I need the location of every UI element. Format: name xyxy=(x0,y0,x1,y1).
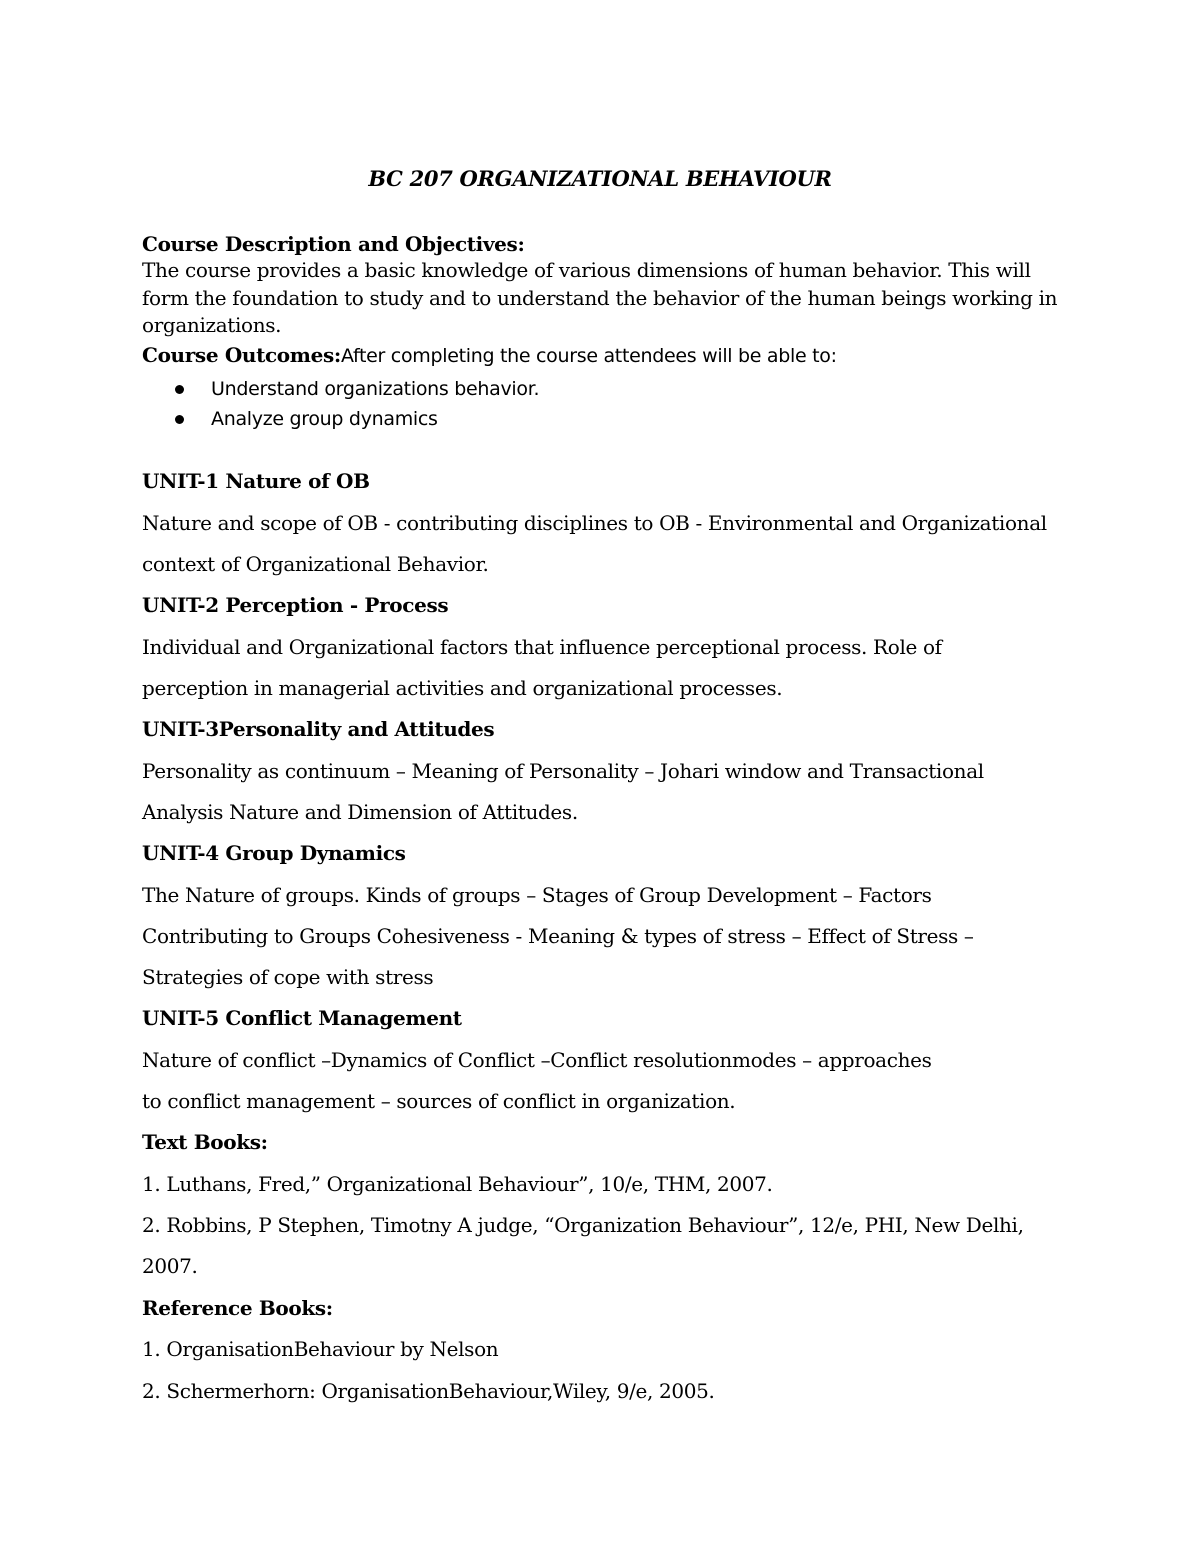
unit-4-line-1: The Nature of groups. Kinds of groups – Stages of Group Development – Factors xyxy=(142,883,932,907)
text-books-heading: Text Books: xyxy=(142,1130,268,1154)
unit-4-line-3: Strategies of cope with stress xyxy=(142,965,434,989)
unit-1-line-2: context of Organizational Behavior. xyxy=(142,552,489,576)
outcomes-list xyxy=(168,374,968,434)
list-item: Analyze group dynamics xyxy=(168,404,968,434)
reference-books-heading: Reference Books: xyxy=(142,1296,333,1320)
unit-2-heading: UNIT-2 Perception - Process xyxy=(142,593,449,617)
bullet-icon xyxy=(175,415,184,424)
unit-3-line-1: Personality as continuum – Meaning of Personality – Johari window and Transactional xyxy=(142,759,984,783)
unit-3-line-2: Analysis Nature and Dimension of Attitudes. xyxy=(142,800,578,824)
unit-4-line-2: Contributing to Groups Cohesiveness - Meaning & types of stress – Effect of Stress – xyxy=(142,924,974,948)
text-book-2: 2. Robbins, P Stephen, Timotny A judge, “Organization Behaviour”, 12/e, PHI, New Delhi, xyxy=(142,1213,1024,1237)
unit-4-heading: UNIT-4 Group Dynamics xyxy=(142,841,406,865)
unit-2-line-2: perception in managerial activities and organizational processes. xyxy=(142,676,783,700)
description-text: The course provides a basic knowledge of various dimensions of human behavior. This will form the foundation to study and to understand the behavior of the human beings working in organizations. xyxy=(142,258,1058,337)
list-item: Understand organizations behavior. xyxy=(168,374,968,404)
reference-book-1: 1. OrganisationBehaviour by Nelson xyxy=(142,1337,499,1361)
text-book-2-cont: 2007. xyxy=(142,1254,198,1278)
outcomes-line xyxy=(142,341,1077,370)
unit-5-line-2: to conflict management – sources of conflict in organization. xyxy=(142,1089,736,1113)
outcomes-intro: After completing the course attendees will be able to: xyxy=(340,345,837,367)
reference-book-2: 2. Schermerhorn: OrganisationBehaviour,Wiley, 9/e, 2005. xyxy=(142,1379,715,1403)
description-heading: Course Description and Objectives: xyxy=(142,232,525,256)
bullet-icon xyxy=(175,385,184,394)
outcomes-label: Course Outcomes: xyxy=(142,343,341,367)
unit-3-heading: UNIT-3Personality and Attitudes xyxy=(142,717,495,741)
unit-1-line-1: Nature and scope of OB - contributing disciplines to OB - Environmental and Organizational xyxy=(142,511,1047,535)
unit-5-heading: UNIT-5 Conflict Management xyxy=(142,1006,462,1030)
unit-2-line-1: Individual and Organizational factors that influence perceptional process. Role of xyxy=(142,635,942,659)
unit-1-heading: UNIT-1 Nature of OB xyxy=(142,469,370,493)
document-title: BC 207 ORGANIZATIONAL BEHAVIOUR xyxy=(368,166,832,191)
unit-5-line-1: Nature of conflict –Dynamics of Conflict –Conflict resolutionmodes – approaches xyxy=(142,1048,932,1072)
text-book-1: 1. Luthans, Fred,” Organizational Behaviour”, 10/e, THM, 2007. xyxy=(142,1172,773,1196)
